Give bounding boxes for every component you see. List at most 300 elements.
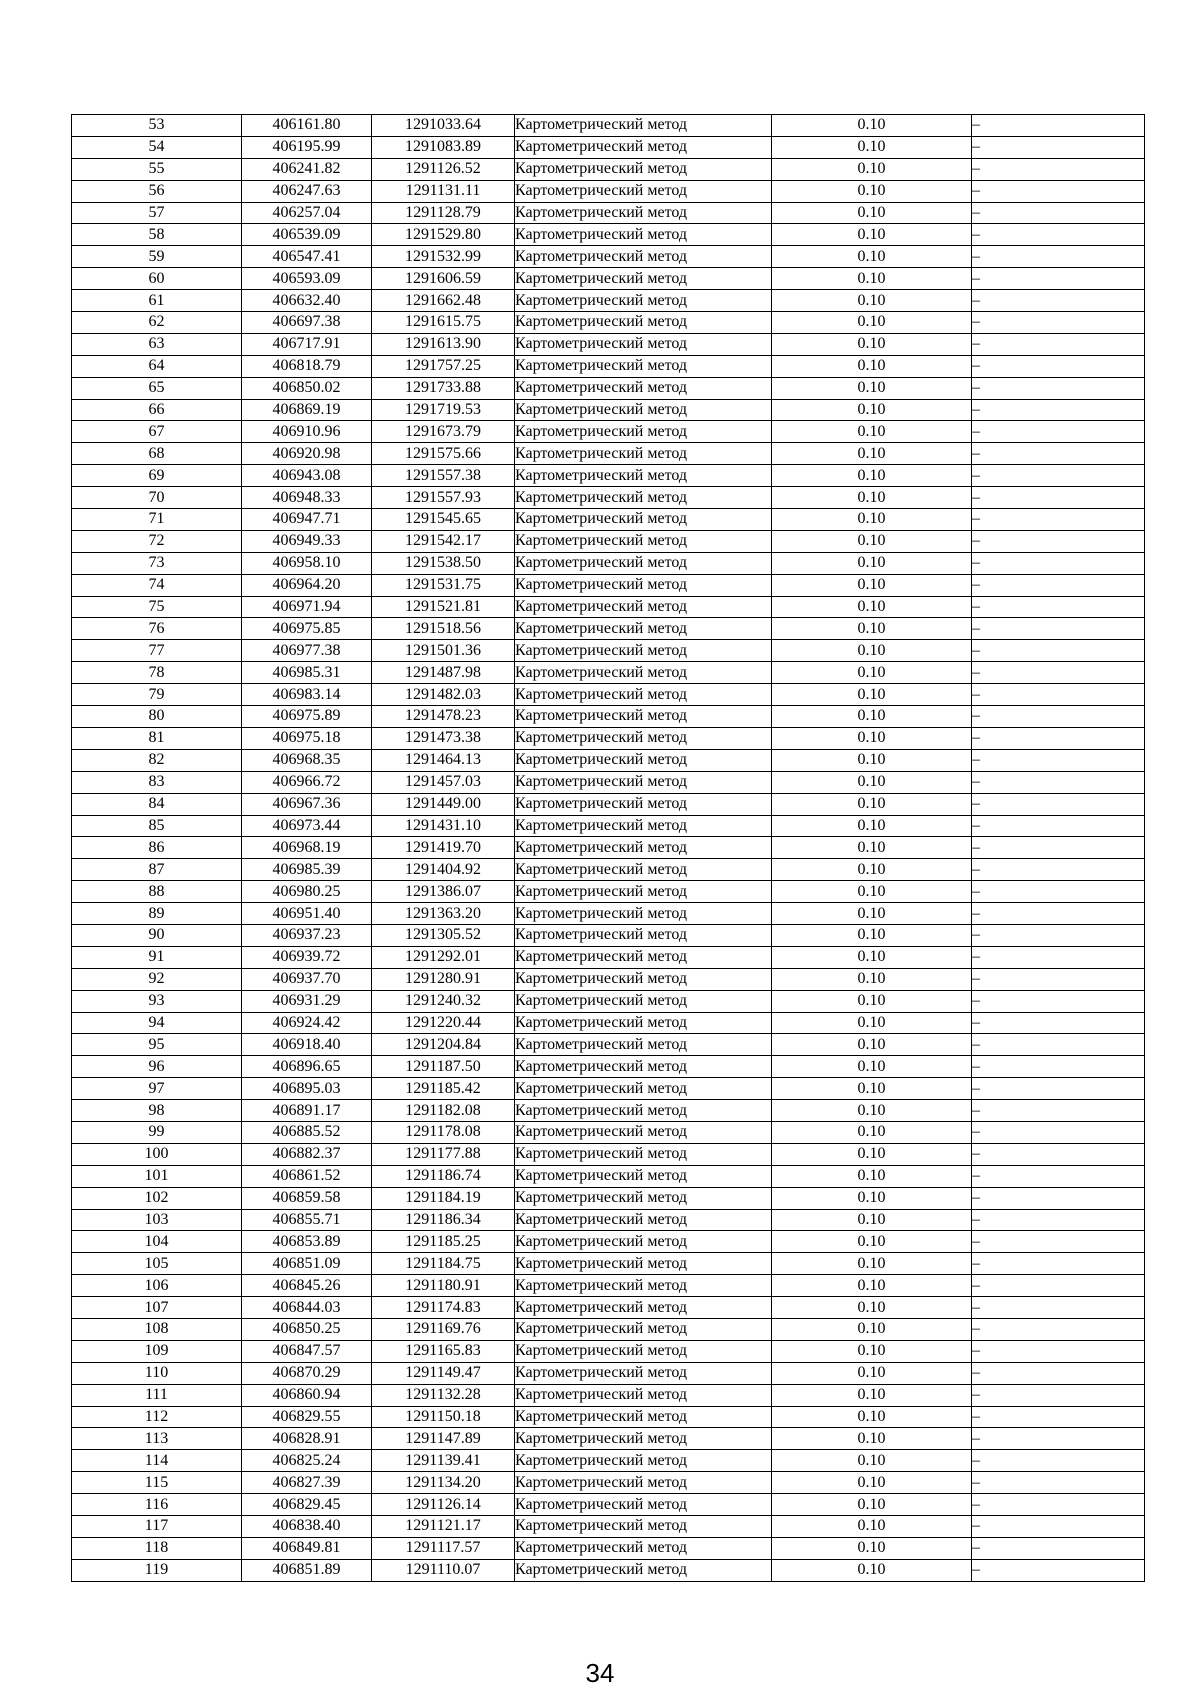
- x-coordinate-cell: 406829.45: [242, 1494, 372, 1516]
- note-cell: –: [972, 1209, 1145, 1231]
- point-number-cell: 81: [72, 727, 242, 749]
- method-cell: Картометрический метод: [515, 1012, 772, 1034]
- table-row: [72, 355, 1145, 377]
- x-coordinate-cell: 406958.10: [242, 552, 372, 574]
- method-cell: Картометрический метод: [515, 1472, 772, 1494]
- accuracy-cell: 0.10: [772, 1231, 972, 1253]
- table-row: [72, 1209, 1145, 1231]
- point-number-cell: 72: [72, 530, 242, 552]
- x-coordinate-cell: 406968.35: [242, 749, 372, 771]
- table-row: [72, 443, 1145, 465]
- table-row: [72, 1187, 1145, 1209]
- table-row: [72, 793, 1145, 815]
- x-coordinate-cell: 406717.91: [242, 333, 372, 355]
- note-cell: –: [972, 837, 1145, 859]
- point-number-cell: 100: [72, 1143, 242, 1165]
- accuracy-cell: 0.10: [772, 924, 972, 946]
- point-number-cell: 99: [72, 1121, 242, 1143]
- point-number-cell: 61: [72, 290, 242, 312]
- method-cell: Картометрический метод: [515, 990, 772, 1012]
- table-row: [72, 180, 1145, 202]
- table-row: [72, 1362, 1145, 1384]
- method-cell: Картометрический метод: [515, 268, 772, 290]
- method-cell: Картометрический метод: [515, 1384, 772, 1406]
- table-row: [72, 859, 1145, 881]
- x-coordinate-cell: 406964.20: [242, 574, 372, 596]
- table-row: [72, 246, 1145, 268]
- y-coordinate-cell: 1291186.34: [372, 1209, 515, 1231]
- x-coordinate-cell: 406247.63: [242, 180, 372, 202]
- y-coordinate-cell: 1291733.88: [372, 377, 515, 399]
- point-number-cell: 85: [72, 815, 242, 837]
- x-coordinate-cell: 406593.09: [242, 268, 372, 290]
- note-cell: –: [972, 421, 1145, 443]
- point-number-cell: 54: [72, 136, 242, 158]
- method-cell: Картометрический метод: [515, 1143, 772, 1165]
- note-cell: –: [972, 1340, 1145, 1362]
- point-number-cell: 76: [72, 618, 242, 640]
- x-coordinate-cell: 406161.80: [242, 115, 372, 137]
- method-cell: Картометрический метод: [515, 312, 772, 334]
- point-number-cell: 58: [72, 224, 242, 246]
- x-coordinate-cell: 406885.52: [242, 1121, 372, 1143]
- method-cell: Картометрический метод: [515, 596, 772, 618]
- method-cell: Картометрический метод: [515, 1494, 772, 1516]
- y-coordinate-cell: 1291126.52: [372, 158, 515, 180]
- y-coordinate-cell: 1291538.50: [372, 552, 515, 574]
- y-coordinate-cell: 1291419.70: [372, 837, 515, 859]
- point-number-cell: 75: [72, 596, 242, 618]
- note-cell: –: [972, 312, 1145, 334]
- note-cell: –: [972, 727, 1145, 749]
- point-number-cell: 93: [72, 990, 242, 1012]
- point-number-cell: 113: [72, 1428, 242, 1450]
- note-cell: –: [972, 1494, 1145, 1516]
- note-cell: –: [972, 509, 1145, 531]
- x-coordinate-cell: 406920.98: [242, 443, 372, 465]
- note-cell: –: [972, 1143, 1145, 1165]
- point-number-cell: 67: [72, 421, 242, 443]
- y-coordinate-cell: 1291083.89: [372, 136, 515, 158]
- accuracy-cell: 0.10: [772, 1472, 972, 1494]
- method-cell: Картометрический метод: [515, 946, 772, 968]
- table-row: [72, 509, 1145, 531]
- table-row: [72, 1297, 1145, 1319]
- table-row: [72, 662, 1145, 684]
- table-row: [72, 421, 1145, 443]
- note-cell: –: [972, 749, 1145, 771]
- table-row: [72, 158, 1145, 180]
- y-coordinate-cell: 1291545.65: [372, 509, 515, 531]
- x-coordinate-cell: 406849.81: [242, 1537, 372, 1559]
- method-cell: Картометрический метод: [515, 1253, 772, 1275]
- coordinates-table: [71, 114, 1145, 1582]
- table-row: [72, 1100, 1145, 1122]
- point-number-cell: 94: [72, 1012, 242, 1034]
- accuracy-cell: 0.10: [772, 312, 972, 334]
- y-coordinate-cell: 1291128.79: [372, 202, 515, 224]
- accuracy-cell: 0.10: [772, 1253, 972, 1275]
- note-cell: –: [972, 706, 1145, 728]
- table-row: [72, 968, 1145, 990]
- table-row: [72, 115, 1145, 137]
- point-number-cell: 77: [72, 640, 242, 662]
- point-number-cell: 62: [72, 312, 242, 334]
- accuracy-cell: 0.10: [772, 946, 972, 968]
- table-row: [72, 1318, 1145, 1340]
- y-coordinate-cell: 1291033.64: [372, 115, 515, 137]
- note-cell: –: [972, 924, 1145, 946]
- y-coordinate-cell: 1291363.20: [372, 903, 515, 925]
- table-row: [72, 1231, 1145, 1253]
- method-cell: Картометрический метод: [515, 487, 772, 509]
- point-number-cell: 57: [72, 202, 242, 224]
- point-number-cell: 95: [72, 1034, 242, 1056]
- table-row: [72, 684, 1145, 706]
- point-number-cell: 119: [72, 1559, 242, 1581]
- table-row: [72, 1472, 1145, 1494]
- note-cell: –: [972, 1056, 1145, 1078]
- accuracy-cell: 0.10: [772, 1537, 972, 1559]
- y-coordinate-cell: 1291464.13: [372, 749, 515, 771]
- x-coordinate-cell: 406861.52: [242, 1165, 372, 1187]
- y-coordinate-cell: 1291606.59: [372, 268, 515, 290]
- y-coordinate-cell: 1291187.50: [372, 1056, 515, 1078]
- note-cell: –: [972, 1165, 1145, 1187]
- x-coordinate-cell: 406985.39: [242, 859, 372, 881]
- method-cell: Картометрический метод: [515, 815, 772, 837]
- table-row: [72, 574, 1145, 596]
- point-number-cell: 68: [72, 443, 242, 465]
- accuracy-cell: 0.10: [772, 618, 972, 640]
- y-coordinate-cell: 1291613.90: [372, 333, 515, 355]
- note-cell: –: [972, 1428, 1145, 1450]
- note-cell: –: [972, 158, 1145, 180]
- note-cell: –: [972, 1384, 1145, 1406]
- method-cell: Картометрический метод: [515, 771, 772, 793]
- method-cell: Картометрический метод: [515, 1275, 772, 1297]
- method-cell: Картометрический метод: [515, 924, 772, 946]
- note-cell: –: [972, 1362, 1145, 1384]
- accuracy-cell: 0.10: [772, 421, 972, 443]
- method-cell: Картометрический метод: [515, 837, 772, 859]
- table-row: [72, 1121, 1145, 1143]
- point-number-cell: 53: [72, 115, 242, 137]
- y-coordinate-cell: 1291165.83: [372, 1340, 515, 1362]
- accuracy-cell: 0.10: [772, 990, 972, 1012]
- table-row: [72, 946, 1145, 968]
- note-cell: –: [972, 465, 1145, 487]
- table-row: [72, 596, 1145, 618]
- method-cell: Картометрический метод: [515, 377, 772, 399]
- accuracy-cell: 0.10: [772, 771, 972, 793]
- method-cell: Картометрический метод: [515, 1362, 772, 1384]
- accuracy-cell: 0.10: [772, 465, 972, 487]
- note-cell: –: [972, 1231, 1145, 1253]
- note-cell: –: [972, 115, 1145, 137]
- y-coordinate-cell: 1291204.84: [372, 1034, 515, 1056]
- note-cell: –: [972, 224, 1145, 246]
- x-coordinate-cell: 406891.17: [242, 1100, 372, 1122]
- x-coordinate-cell: 406951.40: [242, 903, 372, 925]
- x-coordinate-cell: 406859.58: [242, 1187, 372, 1209]
- y-coordinate-cell: 1291134.20: [372, 1472, 515, 1494]
- accuracy-cell: 0.10: [772, 333, 972, 355]
- y-coordinate-cell: 1291184.75: [372, 1253, 515, 1275]
- table-row: [72, 1494, 1145, 1516]
- point-number-cell: 87: [72, 859, 242, 881]
- accuracy-cell: 0.10: [772, 662, 972, 684]
- note-cell: –: [972, 1078, 1145, 1100]
- x-coordinate-cell: 406827.39: [242, 1472, 372, 1494]
- table-row: [72, 1143, 1145, 1165]
- note-cell: –: [972, 530, 1145, 552]
- point-number-cell: 101: [72, 1165, 242, 1187]
- accuracy-cell: 0.10: [772, 1100, 972, 1122]
- table-row: [72, 727, 1145, 749]
- method-cell: Картометрический метод: [515, 793, 772, 815]
- x-coordinate-cell: 406547.41: [242, 246, 372, 268]
- x-coordinate-cell: 406539.09: [242, 224, 372, 246]
- y-coordinate-cell: 1291110.07: [372, 1559, 515, 1581]
- accuracy-cell: 0.10: [772, 1516, 972, 1538]
- x-coordinate-cell: 406948.33: [242, 487, 372, 509]
- x-coordinate-cell: 406882.37: [242, 1143, 372, 1165]
- accuracy-cell: 0.10: [772, 1187, 972, 1209]
- y-coordinate-cell: 1291117.57: [372, 1537, 515, 1559]
- point-number-cell: 118: [72, 1537, 242, 1559]
- note-cell: –: [972, 618, 1145, 640]
- note-cell: –: [972, 1406, 1145, 1428]
- point-number-cell: 89: [72, 903, 242, 925]
- accuracy-cell: 0.10: [772, 1494, 972, 1516]
- y-coordinate-cell: 1291473.38: [372, 727, 515, 749]
- x-coordinate-cell: 406844.03: [242, 1297, 372, 1319]
- accuracy-cell: 0.10: [772, 180, 972, 202]
- table-row: [72, 706, 1145, 728]
- method-cell: Картометрический метод: [515, 859, 772, 881]
- accuracy-cell: 0.10: [772, 1078, 972, 1100]
- point-number-cell: 114: [72, 1450, 242, 1472]
- x-coordinate-cell: 406838.40: [242, 1516, 372, 1538]
- method-cell: Картометрический метод: [515, 1516, 772, 1538]
- x-coordinate-cell: 406870.29: [242, 1362, 372, 1384]
- coordinates-table-body: [72, 115, 1145, 1582]
- x-coordinate-cell: 406947.71: [242, 509, 372, 531]
- y-coordinate-cell: 1291169.76: [372, 1318, 515, 1340]
- accuracy-cell: 0.10: [772, 487, 972, 509]
- y-coordinate-cell: 1291532.99: [372, 246, 515, 268]
- y-coordinate-cell: 1291126.14: [372, 1494, 515, 1516]
- accuracy-cell: 0.10: [772, 1428, 972, 1450]
- method-cell: Картометрический метод: [515, 1406, 772, 1428]
- accuracy-cell: 0.10: [772, 793, 972, 815]
- y-coordinate-cell: 1291386.07: [372, 881, 515, 903]
- note-cell: –: [972, 1275, 1145, 1297]
- method-cell: Картометрический метод: [515, 1121, 772, 1143]
- table-row: [72, 290, 1145, 312]
- note-cell: –: [972, 136, 1145, 158]
- x-coordinate-cell: 406241.82: [242, 158, 372, 180]
- table-row: [72, 465, 1145, 487]
- accuracy-cell: 0.10: [772, 1012, 972, 1034]
- note-cell: –: [972, 487, 1145, 509]
- x-coordinate-cell: 406939.72: [242, 946, 372, 968]
- table-row: [72, 837, 1145, 859]
- x-coordinate-cell: 406850.25: [242, 1318, 372, 1340]
- note-cell: –: [972, 333, 1145, 355]
- point-number-cell: 108: [72, 1318, 242, 1340]
- x-coordinate-cell: 406983.14: [242, 684, 372, 706]
- x-coordinate-cell: 406895.03: [242, 1078, 372, 1100]
- method-cell: Картометрический метод: [515, 465, 772, 487]
- accuracy-cell: 0.10: [772, 136, 972, 158]
- accuracy-cell: 0.10: [772, 881, 972, 903]
- y-coordinate-cell: 1291518.56: [372, 618, 515, 640]
- accuracy-cell: 0.10: [772, 1034, 972, 1056]
- accuracy-cell: 0.10: [772, 1121, 972, 1143]
- x-coordinate-cell: 406910.96: [242, 421, 372, 443]
- y-coordinate-cell: 1291529.80: [372, 224, 515, 246]
- point-number-cell: 71: [72, 509, 242, 531]
- point-number-cell: 79: [72, 684, 242, 706]
- note-cell: –: [972, 640, 1145, 662]
- table-row: [72, 1012, 1145, 1034]
- accuracy-cell: 0.10: [772, 1056, 972, 1078]
- table-row: [72, 618, 1145, 640]
- y-coordinate-cell: 1291240.32: [372, 990, 515, 1012]
- note-cell: –: [972, 859, 1145, 881]
- accuracy-cell: 0.10: [772, 968, 972, 990]
- x-coordinate-cell: 406845.26: [242, 1275, 372, 1297]
- note-cell: –: [972, 1537, 1145, 1559]
- method-cell: Картометрический метод: [515, 552, 772, 574]
- y-coordinate-cell: 1291220.44: [372, 1012, 515, 1034]
- table-row: [72, 1078, 1145, 1100]
- x-coordinate-cell: 406257.04: [242, 202, 372, 224]
- accuracy-cell: 0.10: [772, 202, 972, 224]
- accuracy-cell: 0.10: [772, 1297, 972, 1319]
- point-number-cell: 106: [72, 1275, 242, 1297]
- y-coordinate-cell: 1291449.00: [372, 793, 515, 815]
- note-cell: –: [972, 1034, 1145, 1056]
- y-coordinate-cell: 1291531.75: [372, 574, 515, 596]
- note-cell: –: [972, 202, 1145, 224]
- y-coordinate-cell: 1291478.23: [372, 706, 515, 728]
- y-coordinate-cell: 1291457.03: [372, 771, 515, 793]
- y-coordinate-cell: 1291305.52: [372, 924, 515, 946]
- point-number-cell: 105: [72, 1253, 242, 1275]
- table-row: [72, 924, 1145, 946]
- table-row: [72, 399, 1145, 421]
- method-cell: Картометрический метод: [515, 662, 772, 684]
- point-number-cell: 74: [72, 574, 242, 596]
- note-cell: –: [972, 1472, 1145, 1494]
- y-coordinate-cell: 1291673.79: [372, 421, 515, 443]
- method-cell: Картометрический метод: [515, 443, 772, 465]
- x-coordinate-cell: 406829.55: [242, 1406, 372, 1428]
- x-coordinate-cell: 406943.08: [242, 465, 372, 487]
- method-cell: Картометрический метод: [515, 1428, 772, 1450]
- method-cell: Картометрический метод: [515, 618, 772, 640]
- table-row: [72, 1034, 1145, 1056]
- y-coordinate-cell: 1291280.91: [372, 968, 515, 990]
- point-number-cell: 70: [72, 487, 242, 509]
- table-row: [72, 771, 1145, 793]
- method-cell: Картометрический метод: [515, 509, 772, 531]
- accuracy-cell: 0.10: [772, 377, 972, 399]
- x-coordinate-cell: 406966.72: [242, 771, 372, 793]
- x-coordinate-cell: 406937.70: [242, 968, 372, 990]
- y-coordinate-cell: 1291147.89: [372, 1428, 515, 1450]
- point-number-cell: 55: [72, 158, 242, 180]
- point-number-cell: 102: [72, 1187, 242, 1209]
- y-coordinate-cell: 1291487.98: [372, 662, 515, 684]
- x-coordinate-cell: 406968.19: [242, 837, 372, 859]
- table-row: [72, 530, 1145, 552]
- point-number-cell: 78: [72, 662, 242, 684]
- method-cell: Картометрический метод: [515, 1559, 772, 1581]
- method-cell: Картометрический метод: [515, 136, 772, 158]
- point-number-cell: 103: [72, 1209, 242, 1231]
- method-cell: Картометрический метод: [515, 881, 772, 903]
- x-coordinate-cell: 406825.24: [242, 1450, 372, 1472]
- method-cell: Картометрический метод: [515, 1078, 772, 1100]
- table-row: [72, 1165, 1145, 1187]
- x-coordinate-cell: 406975.89: [242, 706, 372, 728]
- y-coordinate-cell: 1291132.28: [372, 1384, 515, 1406]
- point-number-cell: 110: [72, 1362, 242, 1384]
- accuracy-cell: 0.10: [772, 1362, 972, 1384]
- x-coordinate-cell: 406985.31: [242, 662, 372, 684]
- method-cell: Картометрический метод: [515, 574, 772, 596]
- table-row: [72, 881, 1145, 903]
- note-cell: –: [972, 246, 1145, 268]
- note-cell: –: [972, 1253, 1145, 1275]
- method-cell: Картометрический метод: [515, 399, 772, 421]
- point-number-cell: 82: [72, 749, 242, 771]
- point-number-cell: 56: [72, 180, 242, 202]
- method-cell: Картометрический метод: [515, 640, 772, 662]
- x-coordinate-cell: 406971.94: [242, 596, 372, 618]
- point-number-cell: 117: [72, 1516, 242, 1538]
- table-row: [72, 312, 1145, 334]
- accuracy-cell: 0.10: [772, 158, 972, 180]
- point-number-cell: 98: [72, 1100, 242, 1122]
- accuracy-cell: 0.10: [772, 1384, 972, 1406]
- method-cell: Картометрический метод: [515, 290, 772, 312]
- y-coordinate-cell: 1291184.19: [372, 1187, 515, 1209]
- x-coordinate-cell: 406980.25: [242, 881, 372, 903]
- x-coordinate-cell: 406828.91: [242, 1428, 372, 1450]
- accuracy-cell: 0.10: [772, 596, 972, 618]
- y-coordinate-cell: 1291557.93: [372, 487, 515, 509]
- note-cell: –: [972, 684, 1145, 706]
- point-number-cell: 104: [72, 1231, 242, 1253]
- note-cell: –: [972, 881, 1145, 903]
- note-cell: –: [972, 290, 1145, 312]
- table-row: [72, 224, 1145, 246]
- accuracy-cell: 0.10: [772, 1209, 972, 1231]
- table-row: [72, 1340, 1145, 1362]
- method-cell: Картометрический метод: [515, 1537, 772, 1559]
- note-cell: –: [972, 355, 1145, 377]
- note-cell: –: [972, 574, 1145, 596]
- x-coordinate-cell: 406818.79: [242, 355, 372, 377]
- accuracy-cell: 0.10: [772, 1559, 972, 1581]
- y-coordinate-cell: 1291521.81: [372, 596, 515, 618]
- x-coordinate-cell: 406949.33: [242, 530, 372, 552]
